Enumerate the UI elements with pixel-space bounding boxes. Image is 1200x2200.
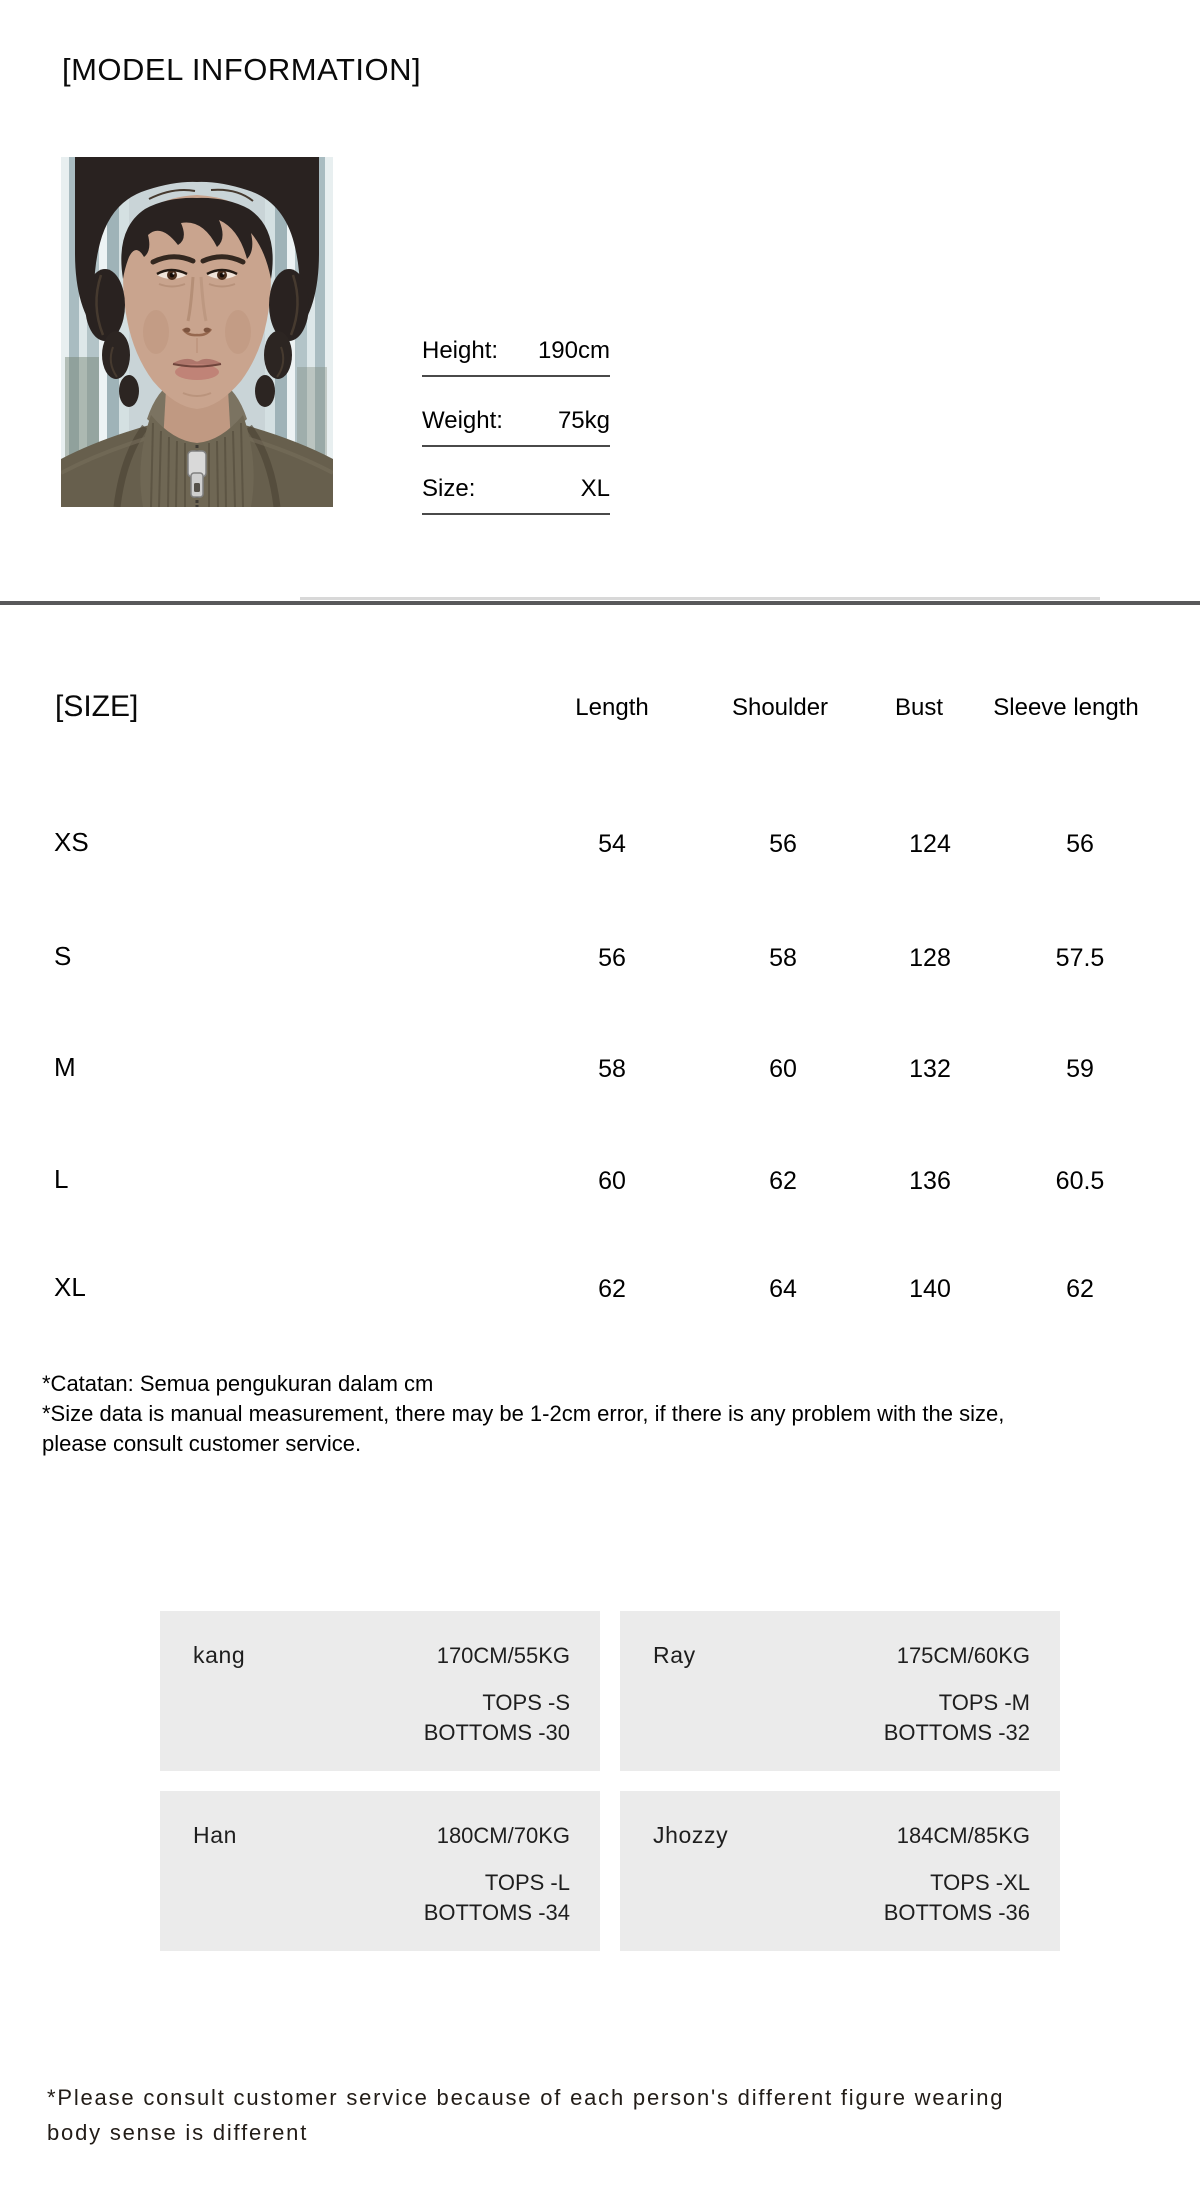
- spec-row-weight: [422, 408, 610, 447]
- note-line-2: *Size data is manual measurement, there may be 1-2cm error, if there is any problem with the size,: [42, 1401, 1005, 1426]
- cell-length: 60: [598, 1167, 626, 1195]
- cell-shoulder: 58: [769, 944, 797, 972]
- fit-card-name: Ray: [653, 1642, 696, 1668]
- size-label: XS: [54, 827, 89, 857]
- cell-bust: 128: [909, 944, 951, 972]
- size-label: XL: [54, 1272, 86, 1302]
- fit-card-header: [653, 1641, 1030, 1670]
- spec-label-size: Size:: [422, 475, 476, 502]
- size-label: M: [54, 1052, 76, 1082]
- cell-length: 56: [598, 944, 626, 972]
- cell-shoulder: 64: [769, 1275, 797, 1303]
- size-row-l: [0, 1164, 1200, 1204]
- fit-card-stats: 175CM/60KG: [896, 1643, 1030, 1668]
- page-title: [MODEL INFORMATION]: [62, 52, 422, 87]
- column-header-bust: Bust: [894, 694, 944, 721]
- model-portrait-illustration: [61, 157, 333, 507]
- fit-card-top-size: TOPS -S: [482, 1690, 570, 1715]
- measurement-notes: [42, 1369, 1004, 1459]
- note-line-3: please consult customer service.: [42, 1431, 362, 1456]
- cell-bust: 132: [909, 1055, 951, 1083]
- footer-note: [47, 2080, 1004, 2150]
- fit-card-stats: 180CM/70KG: [436, 1823, 570, 1848]
- spec-row-height: [422, 338, 610, 377]
- size-row-xs: [0, 827, 1200, 867]
- cell-length: 62: [598, 1275, 626, 1303]
- spec-value-weight: 75kg: [557, 407, 610, 434]
- fit-card-ray: [620, 1611, 1060, 1771]
- column-header-length: Length: [575, 694, 649, 721]
- cell-length: 54: [598, 830, 626, 858]
- size-label: L: [54, 1164, 69, 1194]
- fit-card-name: Jhozzy: [653, 1822, 729, 1848]
- fit-card-stats: 170CM/55KG: [436, 1643, 570, 1668]
- cell-length: 58: [598, 1055, 626, 1083]
- footer-note-line-1: *Please consult customer service because of each person's different figure wearing: [47, 2085, 1005, 2110]
- spec-value-height: 190cm: [537, 337, 610, 364]
- fit-card-name: kang: [193, 1642, 246, 1668]
- fit-card-header: [653, 1821, 1030, 1850]
- section-divider: [0, 601, 1200, 605]
- fit-card-bottom-size: BOTTOMS -32: [883, 1720, 1030, 1745]
- spec-value-size: XL: [580, 475, 610, 502]
- size-section-title: [SIZE]: [55, 690, 139, 723]
- divider-highlight: [300, 597, 1100, 600]
- model-photo: [61, 157, 333, 507]
- cell-sleeve: 56: [1066, 830, 1094, 858]
- cell-shoulder: 56: [769, 830, 797, 858]
- size-row-xl: [0, 1272, 1200, 1312]
- size-row-s: [0, 941, 1200, 981]
- fit-card-kang: [160, 1611, 600, 1771]
- cell-shoulder: 60: [769, 1055, 797, 1083]
- fit-card-top-size: TOPS -L: [484, 1870, 570, 1895]
- cell-sleeve: 57.5: [1055, 944, 1105, 972]
- cell-bust: 124: [909, 830, 951, 858]
- fit-card-header: [193, 1641, 570, 1670]
- spec-row-size: [422, 476, 610, 515]
- cell-sleeve: 59: [1066, 1055, 1094, 1083]
- column-header-sleeve-length: Sleeve length: [993, 694, 1139, 721]
- spec-label-height: Height:: [422, 337, 499, 364]
- fit-card-top-size: TOPS -XL: [930, 1870, 1030, 1895]
- fit-card-top-size: TOPS -M: [938, 1690, 1030, 1715]
- cell-bust: 136: [909, 1167, 951, 1195]
- fit-card-bottom-size: BOTTOMS -30: [423, 1720, 570, 1745]
- cell-bust: 140: [909, 1275, 951, 1303]
- footer-note-line-2: body sense is different: [47, 2120, 309, 2145]
- fit-card-header: [193, 1821, 570, 1850]
- fit-card-jhozzy: [620, 1791, 1060, 1951]
- size-label: S: [54, 941, 72, 971]
- size-row-m: [0, 1052, 1200, 1092]
- fit-card-bottom-size: BOTTOMS -36: [883, 1900, 1030, 1925]
- note-line-1: *Catatan: Semua pengukuran dalam cm: [42, 1371, 434, 1396]
- fit-card-han: [160, 1791, 600, 1951]
- column-header-shoulder: Shoulder: [731, 694, 829, 721]
- cell-sleeve: 60.5: [1055, 1167, 1105, 1195]
- fit-card-bottom-size: BOTTOMS -34: [423, 1900, 570, 1925]
- cell-sleeve: 62: [1066, 1275, 1094, 1303]
- fit-card-name: Han: [193, 1822, 237, 1848]
- spec-label-weight: Weight:: [422, 407, 503, 434]
- cell-shoulder: 62: [769, 1167, 797, 1195]
- fit-card-stats: 184CM/85KG: [896, 1823, 1030, 1848]
